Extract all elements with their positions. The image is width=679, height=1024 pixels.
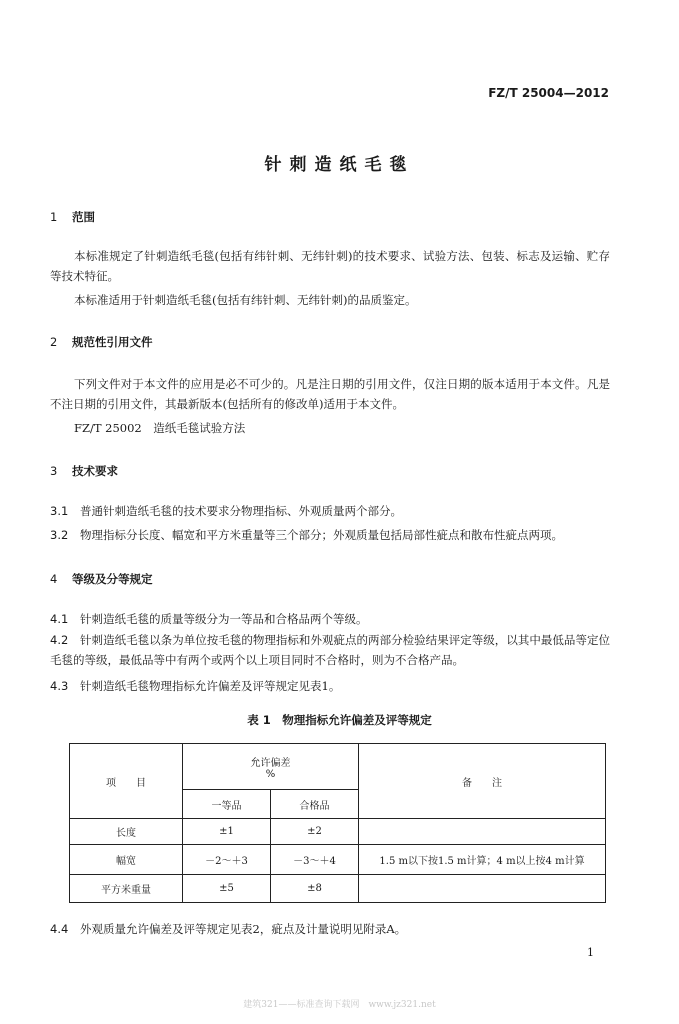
row-first: －2～＋3 — [183, 845, 271, 875]
watermark: 建筑321——标准查询下载网 www.jz321.net — [243, 1000, 436, 1010]
row-item: 幅宽 — [70, 845, 183, 875]
item-4-4: 4.4 外观质量允许偏差及评等规定见表2，疵点及计量说明见附录A。 — [50, 922, 407, 936]
item-3-2: 3.2 物理指标分长度、幅宽和平方米重量等三个部分；外观质量包括局部性疵点和散布性疵点两项。 — [50, 528, 563, 542]
item-4-3: 4.3 针刺造纸毛毯物理指标允许偏差及评等规定见表1。 — [50, 679, 341, 693]
row-ok: ±8 — [271, 875, 359, 903]
page-number: 1 — [587, 946, 594, 959]
section-1-heading: 1 范围 — [50, 210, 95, 224]
document-code: FZ/T 25004—2012 — [488, 86, 609, 100]
section-4-heading: 4 等级及分等规定 — [50, 572, 153, 586]
header-qualified: 合格品 — [271, 790, 359, 819]
item-3-1: 3.1 普通针刺造纸毛毯的技术要求分物理指标、外观质量两个部分。 — [50, 504, 402, 518]
header-deviation: 允许偏差 % — [183, 744, 359, 790]
row-ok: －3～＋4 — [271, 845, 359, 875]
item-4-2: 4.2 针刺造纸毛毯以条为单位按毛毯的物理指标和外观疵点的两部分检验结果评定等级，以其中最低品等定位毛毯的等级，最低品等中有两个或两个以上项目同时不合格时，则为不合格产品。 — [50, 633, 610, 667]
row-note: 1.5 m以下按1.5 m计算；4 m以上按4 m计算 — [359, 845, 606, 875]
section-1-para-2: 本标准适用于针刺造纸毛毯(包括有纬针刺、无纬针刺)的品质鉴定。 — [74, 293, 417, 307]
section-3-heading: 3 技术要求 — [50, 464, 118, 478]
row-ok: ±2 — [271, 819, 359, 845]
row-first: ±1 — [183, 819, 271, 845]
row-note — [359, 875, 606, 903]
section-2-para-1: 下列文件对于本文件的应用是必不可少的。凡是注日期的引用文件，仅注日期的版本适用于本文件。凡是不注日期的引用文件，其最新版本(包括所有的修改单)适用于本文件。 — [50, 377, 610, 411]
item-4-1: 4.1 针刺造纸毛毯的质量等级分为一等品和合格品两个等级。 — [50, 612, 368, 626]
row-note — [359, 819, 606, 845]
header-first-grade: 一等品 — [183, 790, 271, 819]
section-2-reference: FZ/T 25002 造纸毛毯试验方法 — [74, 421, 246, 435]
section-2-heading: 2 规范性引用文件 — [50, 335, 153, 349]
section-1-para-1: 本标准规定了针刺造纸毛毯(包括有纬针刺、无纬针刺)的技术要求、试验方法、包装、标志及运输、贮存等技术特征。 — [50, 249, 610, 283]
row-item: 长度 — [70, 819, 183, 845]
row-first: ±5 — [183, 875, 271, 903]
physical-index-table — [69, 743, 606, 903]
document-title: 针刺造纸毛毯 — [264, 155, 415, 175]
header-item: 项 目 — [70, 744, 183, 819]
header-note: 备 注 — [359, 744, 606, 819]
row-item: 平方米重量 — [70, 875, 183, 903]
table-caption: 表 1 物理指标允许偏差及评等规定 — [247, 713, 432, 727]
